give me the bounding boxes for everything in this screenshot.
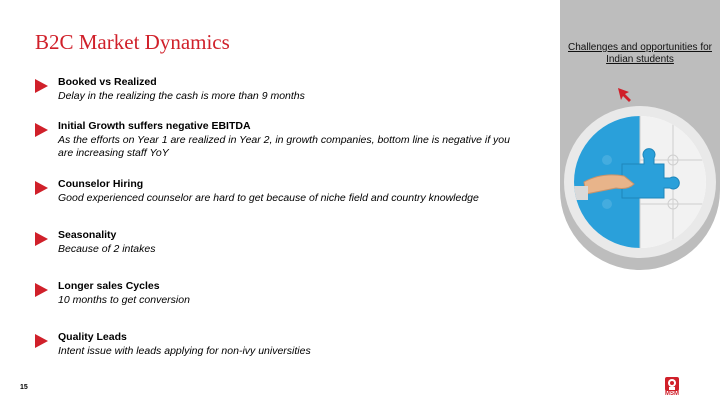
triangle-bullet-icon xyxy=(35,79,48,93)
slide-title: B2C Market Dynamics xyxy=(35,30,230,54)
point-heading: Quality Leads xyxy=(58,331,127,343)
cursor-arrow-icon xyxy=(616,86,634,104)
point-body: Because of 2 intakes xyxy=(58,243,156,255)
point-body: Delay in the realizing the cash is more than 9 months xyxy=(58,90,305,102)
point-body: As the efforts on Year 1 are realized in Year 2, in growth companies, bottom line is negative if you are increasing staff YoY xyxy=(58,134,510,159)
point-heading: Initial Growth suffers negative EBITDA xyxy=(58,120,251,132)
point-body: Intent issue with leads applying for non-ivy universities xyxy=(58,345,311,357)
side-caption-link[interactable]: Challenges and opportunities for Indian students xyxy=(568,42,712,65)
point-heading: Seasonality xyxy=(58,229,117,241)
triangle-bullet-icon xyxy=(35,232,48,246)
point-body: 10 months to get conversion xyxy=(58,294,190,306)
triangle-bullet-icon xyxy=(35,283,48,297)
point-body: Good experienced counselor are hard to get because of niche field and country knowledge xyxy=(58,192,479,204)
point-heading: Longer sales Cycles xyxy=(58,280,160,292)
page-number: 15 xyxy=(20,384,28,391)
triangle-bullet-icon xyxy=(35,334,48,348)
msm-logo-mark-icon xyxy=(660,376,684,392)
point-heading: Booked vs Realized xyxy=(58,76,157,88)
triangle-bullet-icon xyxy=(35,181,48,195)
msm-logo xyxy=(660,376,684,400)
point-heading: Counselor Hiring xyxy=(58,178,144,190)
image-frame xyxy=(564,106,716,258)
puzzle-image xyxy=(574,116,706,248)
triangle-bullet-icon xyxy=(35,123,48,137)
logo-text: MSM xyxy=(665,391,679,397)
side-panel xyxy=(560,0,720,270)
